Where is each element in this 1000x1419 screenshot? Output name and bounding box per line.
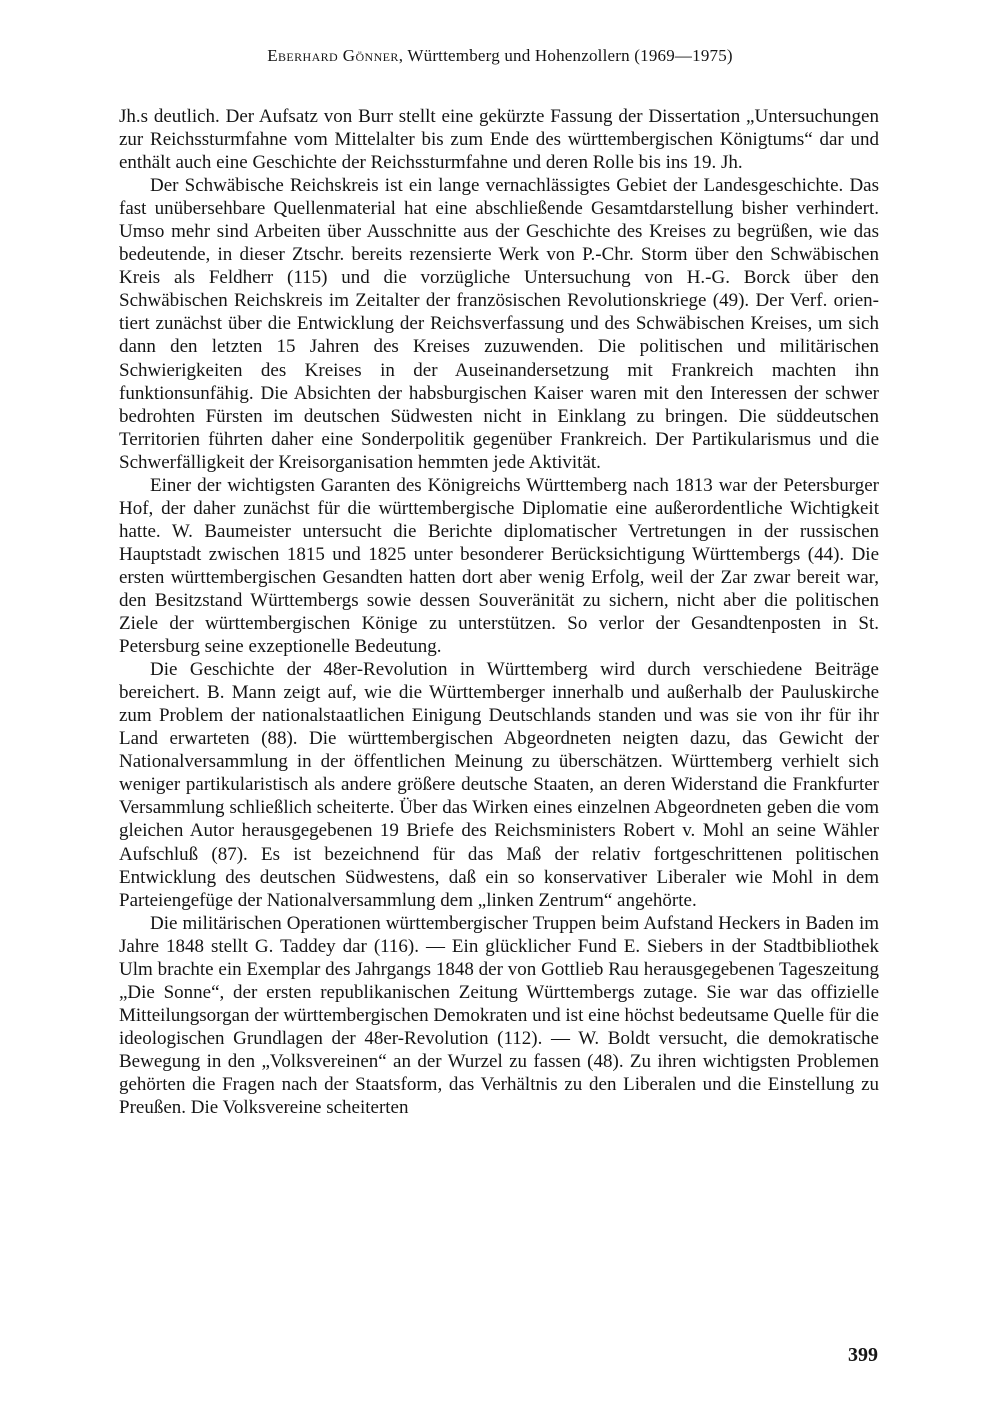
running-header bbox=[0, 46, 1000, 66]
paragraph-militaerische-operationen: Die militärischen Operationen württembergischer Truppen beim Aufstand Heckers in Baden im Jahre 1848 stellt G. Taddey dar (116). — Ein glücklicher Fund E. Siebers in der Stadtbibliothek Ulm brachte ein Exemplar des Jahrgangs 1848 der von Gottlieb Rau herausgegebenen Tageszeitung „Die Sonne“, der ersten republikanischen Zeitung Württembergs zutage. Sie war das offizielle Mitteilungsorgan der württembergischen Demokraten und ist eine höchst bedeutsame Quelle für die ideologischen Grundlagen der 48er-Revolution (112). — W. Boldt versucht, die demokratische Bewegung in den „Volksvereinen“ an der Wurzel zu fassen (48). Zu ihren wichtigsten Problemen gehörten die Fragen nach der Staatsform, das Verhältnis zu den Liberalen und die Einstellung zu Preußen. Die Volksvereine scheiterten bbox=[119, 912, 879, 1119]
paragraph-petersburger-hof: Einer der wichtigsten Garanten des Königreichs Württemberg nach 1813 war der Petersburger Hof, der daher zunächst für die württembergische Diplomatie eine außerordentliche Wichtigkeit hatte. W. Baumeister untersucht die Berichte diplomatischer Vertretungen in der russischen Hauptstadt zwischen 1815 und 1825 unter besonderer Berücksichtigung Württembergs (44). Die ersten württembergischen Gesandten hatten dort aber wenig Erfolg, weil der Zar zwar bereit war, den Besitzstand Württembergs sowie dessen Souveränität zu sichern, nicht aber die politischen Ziele der württembergischen Könige zu unterstützen. So verlor der Gesandtenposten in St. Petersburg seine exzeptionelle Bedeutung. bbox=[119, 474, 879, 658]
header-title: , Württemberg und Hohenzollern (1969—1975) bbox=[398, 46, 733, 65]
paragraph-schwaebischer-reichskreis: Der Schwäbische Reichskreis ist ein lange vernachlässigtes Gebiet der Landesgeschichte. Das fast unübersehbare Quellenmaterial hat eine abschließende Gesamtdarstellung bisher verhindert. Umso mehr sind Arbeiten über Ausschnitte aus der Geschichte des Kreises zu begrüßen, wie das bedeutende, in dieser Ztschr. bereits rezensierte Werk von P.-Chr. Storm über den Schwäbischen Kreis als Feldherr (115) und die vorzügliche Untersuchung von H.-G. Borck über den Schwäbischen Reichskreis im Zeitalter der französischen Revolutionskriege (49). Der Verf. orientiert zunächst über die Entwicklung der Reichsverfassung und des Schwäbischen Kreises, um sich dann den letzten 15 Jahren des Kreises zuzuwenden. Die politischen und militärischen Schwierigkeiten des Kreises in der Auseinandersetzung mit Frankreich machten ihn funktionsunfähig. Die Absichten der habsburgischen Kaiser waren mit den Interessen der schwer bedrohten Fürsten im deutschen Südwesten nicht in Einklang zu bringen. Die süddeutschen Territorien führten daher eine Sonderpolitik gegenüber Frankreich. Der Partikularismus und die Schwerfälligkeit der Kreisorganisation hemmten jede Aktivität. bbox=[119, 175, 879, 473]
header-author: Eberhard Gönner bbox=[267, 46, 399, 65]
body-text bbox=[119, 105, 879, 1119]
paragraph-48er-revolution: Die Geschichte der 48er-Revolution in Württemberg wird durch verschiedene Beiträge bereichert. B. Mann zeigt auf, wie die Württemberger innerhalb und außerhalb der Pauluskirche zum Problem der nationalstaatlichen Einigung Deutschlands standen und was sie von ihr für ihr Land erwarteten (88). Die württembergischen Abgeordneten neigten dazu, das Gewicht der Nationalversammlung in der öffentlichen Meinung zu überschätzen. Württemberg verhielt sich weniger partikularistisch als andere größere deutsche Staaten, an deren Widerstand die Frankfurter Versammlung schließlich scheiterte. Über das Wirken eines einzelnen Abgeordneten geben die vom gleichen Autor herausgegebenen 19 Briefe des Reichsministers Robert v. Mohl an seine Wähler Aufschluß (87). Es ist bezeichnend für das Maß der relativ fortgeschrittenen politischen Entwicklung des deutschen Südwestens, daß ein so konservativer Liberaler wie Mohl in dem Parteiengefüge der Nationalversammlung dem „linken Zentrum“ angehörte. bbox=[119, 659, 879, 911]
paragraph-continuation: Jh.s deutlich. Der Aufsatz von Burr stellt eine gekürzte Fassung der Dissertation „Untersuchungen zur Reichssturmfahne vom Mittelalter bis zum Ende des württembergischen Königtums“ dar und enthält auch eine Geschichte der Reichssturmfahne und deren Rolle bis ins 19. Jh. bbox=[119, 106, 879, 174]
page-number: 399 bbox=[848, 1344, 878, 1366]
